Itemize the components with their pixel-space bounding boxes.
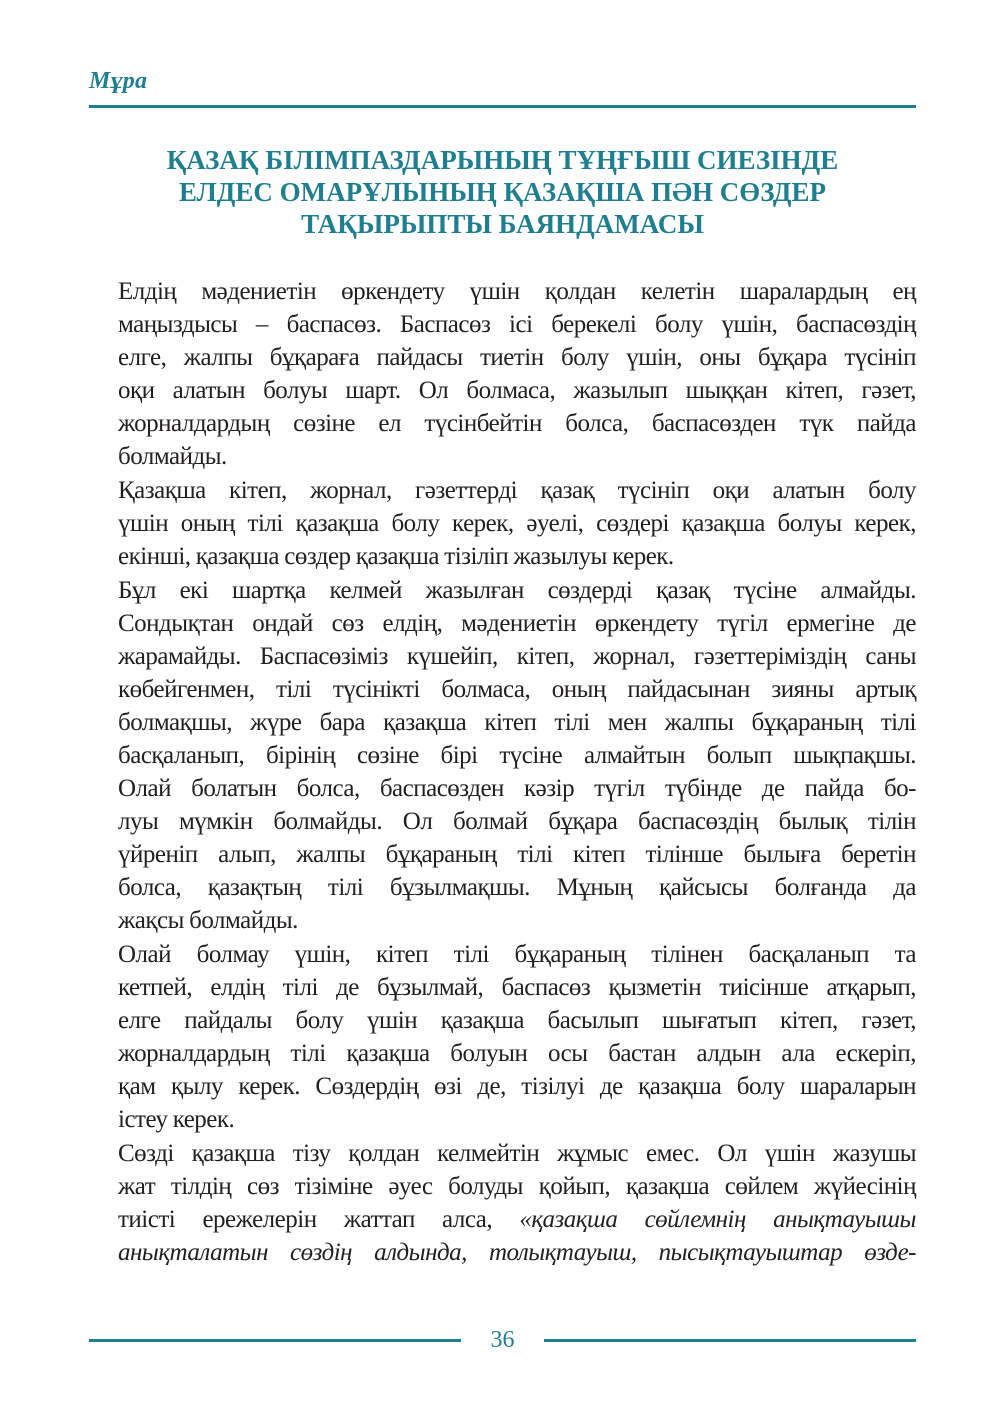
- text-line: үшін оның тілі қазақша болу керек, әуелі, сөздері қазақша болуы керек,: [118, 510, 916, 537]
- article-body: [89, 275, 916, 1270]
- text-line: жорналдардың тілі қазақша болуын осы бастан алдын ала ескеріп,: [118, 1040, 916, 1067]
- page-number: 36: [490, 1327, 515, 1353]
- text-line: болмайды.: [118, 443, 227, 470]
- text-line: болса, қазақтың тілі бұзылмақшы. Мұның қайсысы болғанда да: [118, 874, 916, 901]
- text-line: үйреніп алып, жалпы бұқараның тілі кітеп тілінше былыға беретін: [118, 841, 916, 868]
- text-line: қам қылу керек. Сөздердің өзі де, тізілуі де қазақша болу шараларын: [118, 1073, 916, 1100]
- quoted-text-line: анықталатын сөздің алдында, толықтауыш, пысықтауыштар өзде-: [118, 1239, 916, 1266]
- text-line: елге, жалпы бұқараға пайдасы тиетін болу үшін, оны бұқара түсініп: [118, 344, 916, 371]
- plain-text: тиісті ережелерін жаттап алса,: [118, 1206, 520, 1233]
- quoted-text: «қазақша сөйлемнің анықтауышы: [519, 1206, 916, 1233]
- title-line: ЕЛДЕС ОМАРҰЛЫНЫҢ ҚАЗАҚША ПӘН СӨЗДЕР: [179, 177, 826, 207]
- title-line: ҚАЗАҚ БІЛІМПАЗДАРЫНЫҢ ТҰҢҒЫШ СИЕЗІНДЕ: [166, 145, 839, 175]
- header-rule: [89, 105, 916, 108]
- text-line: көбейгенмен, тілі түсінікті болмаса, оның пайдасынан зияны артық: [118, 676, 916, 703]
- text-line: жат тілдің сөз тізіміне әуес болуды қойып, қазақша сөйлем жүйесінің: [118, 1173, 916, 1200]
- article-title: [89, 144, 916, 240]
- text-line: оқи алатын болуы шарт. Ол болмаса, жазылып шыққан кітеп, гәзет,: [118, 377, 916, 404]
- paragraph: [89, 474, 916, 573]
- text-line: жорналдардың сөзіне ел түсінбейтін болса, баспасөзден түк пайда: [118, 410, 916, 437]
- footer-rule-left: [89, 1339, 461, 1342]
- text-line: кетпей, елдің тілі де бұзылмай, баспасөз қызметін тиісінше атқарып,: [118, 974, 916, 1001]
- text-line-mixed: [89, 1203, 916, 1236]
- text-line: екінші, қазақша сөздер қазақша тізіліп жазылуы керек.: [118, 543, 674, 570]
- text-line: істеу керек.: [118, 1106, 235, 1133]
- text-line: елге пайдалы болу үшін қазақша басылып шығатып кітеп, гәзет,: [118, 1007, 916, 1034]
- text-line: Олай болатын болса, баспасөзден кәзір түгіл түбінде де пайда бо-: [118, 775, 916, 802]
- text-line: жақсы болмайды.: [118, 907, 298, 934]
- paragraph: [89, 275, 916, 473]
- running-title: Мұра: [89, 68, 148, 94]
- paragraph: [89, 1137, 916, 1269]
- footer-rule-right: [544, 1339, 916, 1342]
- text-line: луы мүмкін болмайды. Ол болмай бұқара баспасөздің былық тілін: [118, 808, 916, 835]
- paragraph: [89, 938, 916, 1136]
- title-line: ТАҚЫРЫПТЫ БАЯНДАМАСЫ: [301, 209, 704, 239]
- text-line: Олай болмау үшін, кітеп тілі бұқараның тілінен басқаланып та: [118, 941, 916, 968]
- paragraph: [89, 574, 916, 937]
- text-line: маңыздысы – баспасөз. Баспасөз ісі берекелі болу үшін, баспасөздің: [118, 311, 916, 338]
- text-line: Қазақша кітеп, жорнал, гәзеттерді қазақ түсініп оқи алатын болу: [118, 477, 916, 504]
- text-line: болмақшы, жүре бара қазақша кітеп тілі мен жалпы бұқараның тілі: [118, 709, 916, 736]
- text-line: Сөзді қазақша тізу қолдан келмейтін жұмыс емес. Ол үшін жазушы: [118, 1140, 916, 1167]
- text-line: Бұл екі шартқа келмей жазылған сөздерді қазақ түсіне алмайды.: [118, 577, 916, 604]
- text-line: жарамайды. Баспасөзіміз күшейіп, кітеп, жорнал, гәзеттеріміздің саны: [118, 643, 916, 670]
- text-line: басқаланып, бірінің сөзіне бірі түсіне алмайтын болып шықпақшы.: [118, 742, 916, 769]
- text-line: Елдің мәдениетін өркендету үшін қолдан келетін шаралардың ең: [118, 278, 916, 305]
- text-line: Сондықтан ондай сөз елдің, мәдениетін өркендету түгіл ермегіне де: [118, 610, 916, 637]
